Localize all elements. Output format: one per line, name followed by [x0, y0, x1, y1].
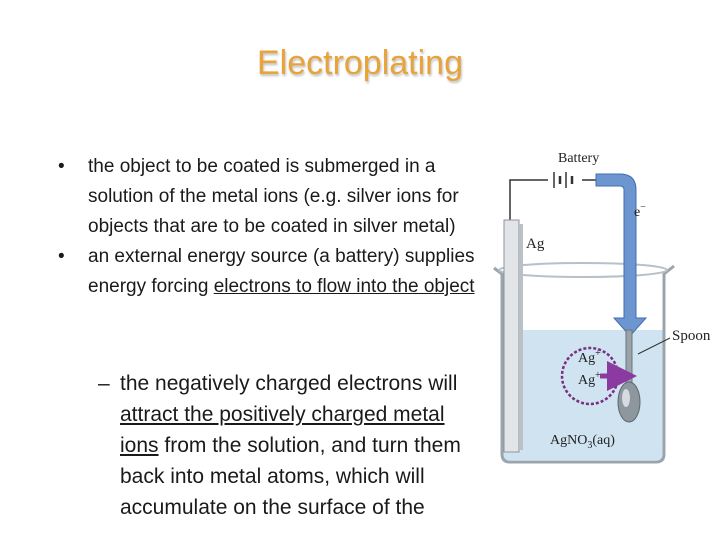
bullet-list [58, 152, 478, 302]
solution-subscript: 3 [587, 440, 593, 451]
sub-bullet-text: from the solution, and turn them back into metal atoms, which will accumulate on the surface of the [120, 434, 461, 519]
sub-bullet-text: the negatively charged electrons will [120, 372, 458, 395]
diagram-svg [478, 140, 720, 470]
battery-label: Battery [558, 151, 600, 166]
bullet-text: the object to be coated is submerged in a solution of the metal ions (e.g. silver ions for objects that are to be coated in silver metal) [88, 156, 459, 237]
battery-icon [554, 172, 572, 188]
electron-flow-arrow [596, 174, 646, 336]
solution-label: AgNO [550, 433, 588, 448]
electron-label: e [634, 205, 641, 220]
electroplating-diagram [478, 140, 720, 470]
bullet-item [58, 152, 478, 242]
bullet-text: an external energy source (a battery) supplies energy forcing [88, 246, 475, 297]
sub-bullet-marker: – [98, 372, 110, 395]
ion-charge: + [595, 370, 601, 381]
slide-title: Electroplating [256, 44, 463, 82]
electron-charge: − [640, 202, 646, 213]
anode-label: Ag [526, 236, 545, 252]
ion-label: Ag [578, 351, 596, 366]
bullet-marker: • [58, 156, 65, 177]
spoon-label: Spoon [672, 328, 711, 344]
sub-bullet-underlined-text: attract the positively charged metal ions [120, 403, 445, 457]
solution-state: (aq) [592, 433, 615, 448]
bullet-item [58, 242, 478, 302]
sub-bullet-item [98, 368, 488, 523]
beaker-rim [499, 263, 667, 277]
svg-text:e− [634, 202, 646, 220]
sub-bullet [98, 368, 488, 523]
silver-anode [504, 220, 519, 452]
ion-label: Ag [578, 373, 596, 388]
bullet-underlined-text: electrons to flow into the object [213, 276, 475, 297]
bullet-marker: • [58, 246, 65, 267]
ion-charge: + [595, 348, 601, 359]
